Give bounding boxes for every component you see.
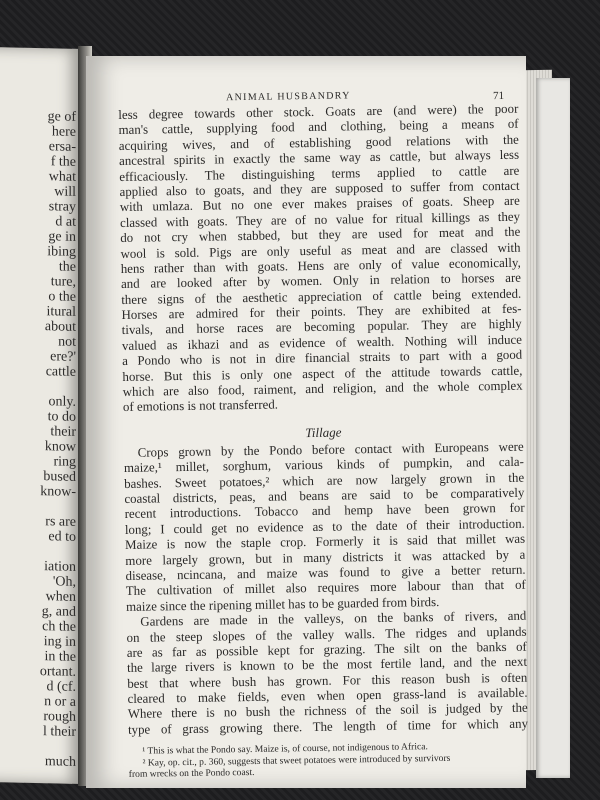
- text-line: the large rivers is known to be the most fertile land, and the next: [126, 654, 528, 676]
- left-page-line: ring: [53, 454, 76, 470]
- text-line: The cultivation of millet also requires more labour than that of: [125, 577, 526, 599]
- left-page-line: ere?': [50, 349, 76, 365]
- footnote: ² Kay, op. cit., p. 360, suggests that sweet potatoes were introduced by survivors: [142, 752, 451, 769]
- left-page-line: ing in: [43, 634, 76, 650]
- text-line: more largely grown, but in many districts it was attacked by a: [125, 547, 526, 568]
- footnote: from wrecks on the Pondo coast.: [128, 767, 255, 781]
- left-page-line: f the: [50, 154, 76, 170]
- left-page-line: d (cf.: [46, 679, 76, 695]
- left-page-line: their: [50, 424, 76, 440]
- running-head: ANIMAL HUSBANDRY: [226, 90, 351, 104]
- left-page-line: not: [58, 334, 76, 350]
- left-page-line: the: [58, 259, 76, 275]
- left-page-line: itural: [46, 304, 76, 320]
- left-page-line: o the: [48, 289, 76, 305]
- left-page-line: cattle: [45, 364, 76, 380]
- text-line: best that where bush has grown. For this reason bush is often: [127, 670, 528, 691]
- text-line: recent introductions. Tobacco and hemp have been grown for: [124, 501, 525, 522]
- text-line: acquiring wives, and of establishing good relations with the: [118, 132, 519, 153]
- paragraph-crops: [124, 439, 527, 615]
- paragraph-gardens: [126, 609, 528, 738]
- page-content: [118, 86, 529, 781]
- left-page-line: ibing: [47, 244, 76, 260]
- left-page-line: ortant.: [39, 664, 76, 680]
- left-page-line: rough: [43, 709, 76, 725]
- text-line: bashes. Sweet potatoes,² which are now largely grown in the: [124, 470, 525, 491]
- text-line: maize since the ripening millet has to be guarded from birds.: [125, 594, 440, 614]
- text-line: long; I could get no evidence as to the date of their introduction.: [124, 516, 525, 537]
- text-line: disease, ncincana, and maize was found to give a better return.: [125, 562, 526, 583]
- left-page-line: 'Oh,: [52, 574, 76, 590]
- left-page-line: know: [44, 439, 76, 455]
- left-page-line: here: [51, 124, 76, 140]
- paragraph-goats: [118, 102, 523, 416]
- text-line: less degree towards other stock. Goats are (and were) the poor: [118, 101, 519, 122]
- left-page-line: ge in: [48, 229, 76, 245]
- text-line: coastal districts, peas, and beans are said to be comparatively: [124, 485, 525, 506]
- text-line: Gardens are made in the valleys, on the banks of rivers, and: [140, 608, 527, 629]
- text-line: of emotions is not transferred.: [122, 397, 279, 415]
- text-line: type of grass growing there. The length of time for which any: [127, 716, 529, 737]
- text-line: ancestral spirits in exactly the same way as cattle, but always less: [118, 147, 520, 169]
- book-cover-edge: [536, 78, 570, 778]
- footnotes: [128, 740, 528, 781]
- text-line: hens rather than with goats. Hens are only of value economically,: [120, 255, 521, 276]
- left-page-line: d at: [55, 214, 76, 230]
- left-page-line: stray: [48, 199, 76, 215]
- text-line: classed with goats. They are of no value for ritual killings as they: [119, 209, 521, 230]
- left-page-line: ersa-: [48, 139, 76, 155]
- left-page-line: ed to: [48, 529, 76, 545]
- text-line: there signs of the aesthetic appreciation of cattle being extended.: [121, 286, 522, 307]
- text-line: on the steep slopes of the valley walls. The ridges and uplands: [126, 624, 527, 645]
- left-page-line: iation: [44, 559, 76, 575]
- left-page-line: will: [54, 184, 76, 200]
- left-page-line: to do: [47, 409, 76, 425]
- left-page-line: know-: [40, 484, 76, 500]
- text-line: Maize is now the staple crop. Formerly it is said that millet was: [125, 531, 526, 553]
- left-page-line: ge of: [47, 109, 76, 125]
- left-page-line: about: [44, 319, 76, 335]
- text-line: are as far as possible kept for grazing. The silt on the banks of: [126, 639, 527, 660]
- left-page-line: g, and: [41, 604, 76, 620]
- left-page-line: ture,: [50, 274, 76, 290]
- left-page-line: ch the: [42, 619, 76, 635]
- text-line: Horses are admired for their points. They are exhibited at fes-: [121, 301, 522, 323]
- text-line: tivals, and horse races are becoming popular. They are highly: [121, 317, 522, 338]
- text-line: wool is sold. Pigs are only useful as meat and are classed with: [120, 240, 521, 261]
- left-page-line: n or a: [44, 694, 76, 710]
- left-page-line: only.: [48, 394, 76, 410]
- section-heading: Tillage: [305, 424, 342, 440]
- text-line: Where there is no bush the richness of the soil is judged by the: [127, 701, 528, 722]
- text-line: do not cry when stabbed, but they are used for meat and the: [120, 224, 521, 246]
- text-line: cleared to make fields, even when open grass-land is available.: [127, 685, 528, 706]
- text-line: which are also food, raiment, and religion, and the whole complex: [122, 378, 523, 399]
- footnote: ¹ This is what the Pondo say. Maize is, of course, not indigenous to Africa.: [142, 741, 429, 757]
- text-line: Crops grown by the Pondo before contact with Europeans were: [137, 439, 524, 460]
- left-page-line: l their: [42, 724, 76, 740]
- text-line: a Pondo who is not in dire financial straits to part with a good: [122, 347, 523, 369]
- text-line: man's cattle, supplying food and clothing, being a means of: [118, 117, 519, 138]
- left-page-line: bused: [43, 469, 76, 485]
- left-page-line: in the: [44, 649, 76, 665]
- left-page-line: what: [48, 169, 76, 185]
- text-line: and are looked after by women. Only in relation to horses are: [120, 270, 522, 292]
- left-page-line: much: [44, 754, 76, 770]
- text-line: efficaciously. The distinguishing terms applied to cattle are: [119, 163, 520, 184]
- left-page: [0, 47, 82, 784]
- text-line: valued as ikhazi and as evidence of wealth. Nothing will induce: [121, 332, 523, 353]
- text-line: applied also to goats, and they are supposed to suffer from contact: [119, 178, 520, 199]
- text-line: maize,¹ millet, sorghum, various kinds of pumpkin, and cala-: [123, 454, 524, 476]
- text-line: with umlaza. But no one ever makes praises of goats. Sheep are: [119, 194, 520, 215]
- page-number: 71: [493, 89, 505, 103]
- left-page-line: rs are: [45, 514, 76, 530]
- left-page-line: when: [45, 589, 76, 605]
- text-line: horse. But this is only one aspect of the attitude towards cattle,: [122, 363, 523, 384]
